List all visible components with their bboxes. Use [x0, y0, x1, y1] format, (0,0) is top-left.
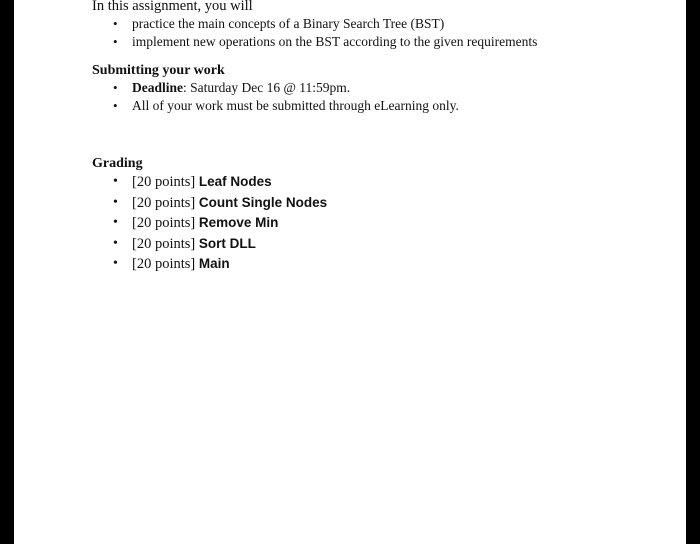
grading-item	[92, 254, 666, 275]
submitting-list	[92, 79, 666, 114]
submitting-heading: Submitting your work	[92, 63, 225, 78]
grading-task-name: Count Single Nodes	[198, 194, 328, 210]
grading-item	[92, 193, 666, 214]
submitting-section	[92, 62, 666, 114]
grading-points: [20 points]	[132, 235, 196, 252]
list-item	[92, 97, 666, 115]
bullet-icon: •	[113, 256, 118, 272]
deadline-value: : Saturday Dec 16 @ 11:59pm.	[183, 80, 351, 95]
grading-task-name: Sort DLL	[198, 235, 256, 251]
elearning-note: All of your work must be submitted through eLearning only.	[132, 97, 459, 113]
intro-section	[92, 0, 666, 50]
list-item	[92, 79, 666, 97]
grading-item	[92, 213, 666, 234]
bullet-icon: •	[113, 215, 118, 231]
bullet-icon: •	[113, 174, 118, 189]
grading-item	[92, 172, 666, 193]
grading-heading: Grading	[92, 156, 143, 171]
intro-item-text: implement new operations on the BST according to the given requirements	[132, 33, 538, 49]
grading-points: [20 points]	[132, 174, 196, 190]
bullet-icon: •	[113, 16, 118, 31]
bullet-icon: •	[113, 194, 118, 210]
bullet-icon: •	[113, 97, 118, 113]
grading-task-name: Remove Min	[198, 215, 279, 231]
intro-text: In this assignment, you will	[92, 0, 253, 14]
intro-list	[92, 15, 666, 50]
list-item	[92, 33, 666, 51]
grading-section	[92, 155, 666, 275]
bullet-icon: •	[113, 33, 118, 49]
grading-points: [20 points]	[132, 194, 196, 211]
grading-task-name: Main	[198, 256, 230, 272]
deadline-label: Deadline	[132, 80, 184, 95]
bullet-icon: •	[113, 235, 118, 251]
grading-points: [20 points]	[132, 256, 196, 273]
intro-item-text: practice the main concepts of a Binary Search Tree (BST)	[132, 16, 445, 31]
grading-points: [20 points]	[132, 215, 196, 232]
grading-task-name: Leaf Nodes	[198, 174, 272, 189]
list-item	[92, 15, 666, 33]
bullet-icon: •	[113, 80, 118, 95]
grading-item	[92, 234, 666, 255]
grading-list	[92, 172, 666, 275]
document-page	[14, 0, 686, 544]
